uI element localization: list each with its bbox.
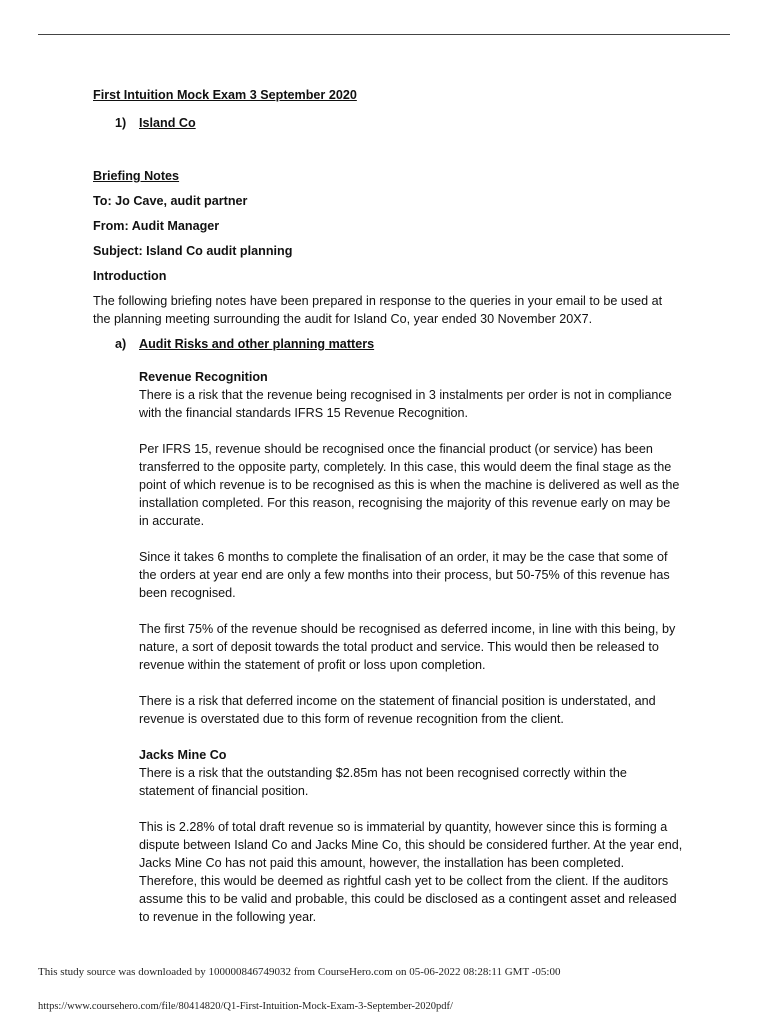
jacks-mine-paragraph-1: There is a risk that the outstanding $2.85m has not been recognised correctly within the statement of financial position. [139, 766, 627, 798]
revenue-recognition-heading: Revenue Recognition [139, 370, 268, 384]
question-heading [115, 114, 683, 132]
section-a-body [139, 368, 683, 926]
revenue-paragraph-3: Since it takes 6 months to complete the finalisation of an order, it may be the case that some of the orders at year end are only a few months into their process, but 50-75% of this revenue has been recognised. [139, 550, 670, 600]
question-label: Island Co [139, 116, 196, 130]
introduction-paragraph: The following briefing notes have been prepared in response to the queries in your email to be used at the planning meeting surrounding the audit for Island Co, year ended 30 November 20X7. [93, 294, 663, 326]
section-a-number: a) [115, 337, 127, 351]
question-number: 1) [115, 116, 127, 130]
page-top-rule [38, 34, 730, 35]
revenue-paragraph-2: Per IFRS 15, revenue should be recognised once the financial product (or service) has been transferred to the opposite party, completely. In this case, this would deem the final stage as the point of which revenue is to be recognised as this is when the machine is delivered as well as the installation completed. For this reason, recognising the majority of this revenue early on may be in accurate. [139, 442, 680, 528]
jacks-mine-heading: Jacks Mine Co [139, 748, 227, 762]
document-title: First Intuition Mock Exam 3 September 2020 [93, 88, 357, 102]
briefing-notes-heading: Briefing Notes [93, 169, 180, 183]
revenue-paragraph-4: The first 75% of the revenue should be recognised as deferred income, in line with this being, by nature, a sort of deposit towards the total product and service. This would then be released to revenue within the statement of profit or loss upon completion. [139, 622, 676, 672]
download-source-note: This study source was downloaded by 100000846749032 from CourseHero.com on 05-06-2022 08:28:11 GMT -05:00 [38, 966, 561, 978]
jacks-mine-paragraph-2: This is 2.28% of total draft revenue so is immaterial by quantity, however since this is forming a dispute between Island Co and Jacks Mine Co, this should be considered further. At the year end, Jacks Mine Co has not paid this amount, however, the installation has been completed. Therefore, this would be deemed as rightful cash yet to be collect from the client. If the auditors assume this to be valid and probable, this could be disclosed as a contingent asset and released to revenue in the following year. [139, 820, 683, 924]
revenue-paragraph-5: There is a risk that deferred income on the statement of financial position is understated, and revenue is overstated due to this form of revenue recognition from the client. [139, 694, 656, 726]
memo-subject: Subject: Island Co audit planning [93, 244, 293, 258]
document-page [93, 86, 683, 944]
introduction-heading: Introduction [93, 269, 167, 283]
section-a-heading [115, 335, 683, 353]
revenue-paragraph-1: There is a risk that the revenue being recognised in 3 instalments per order is not in compliance with the financial standards IFRS 15 Revenue Recognition. [139, 388, 672, 420]
section-a-label: Audit Risks and other planning matters [139, 337, 375, 351]
memo-to: To: Jo Cave, audit partner [93, 194, 248, 208]
source-url[interactable]: https://www.coursehero.com/file/80414820/Q1-First-Intuition-Mock-Exam-3-September-2020pdf/ [38, 1001, 453, 1012]
memo-from: From: Audit Manager [93, 219, 220, 233]
